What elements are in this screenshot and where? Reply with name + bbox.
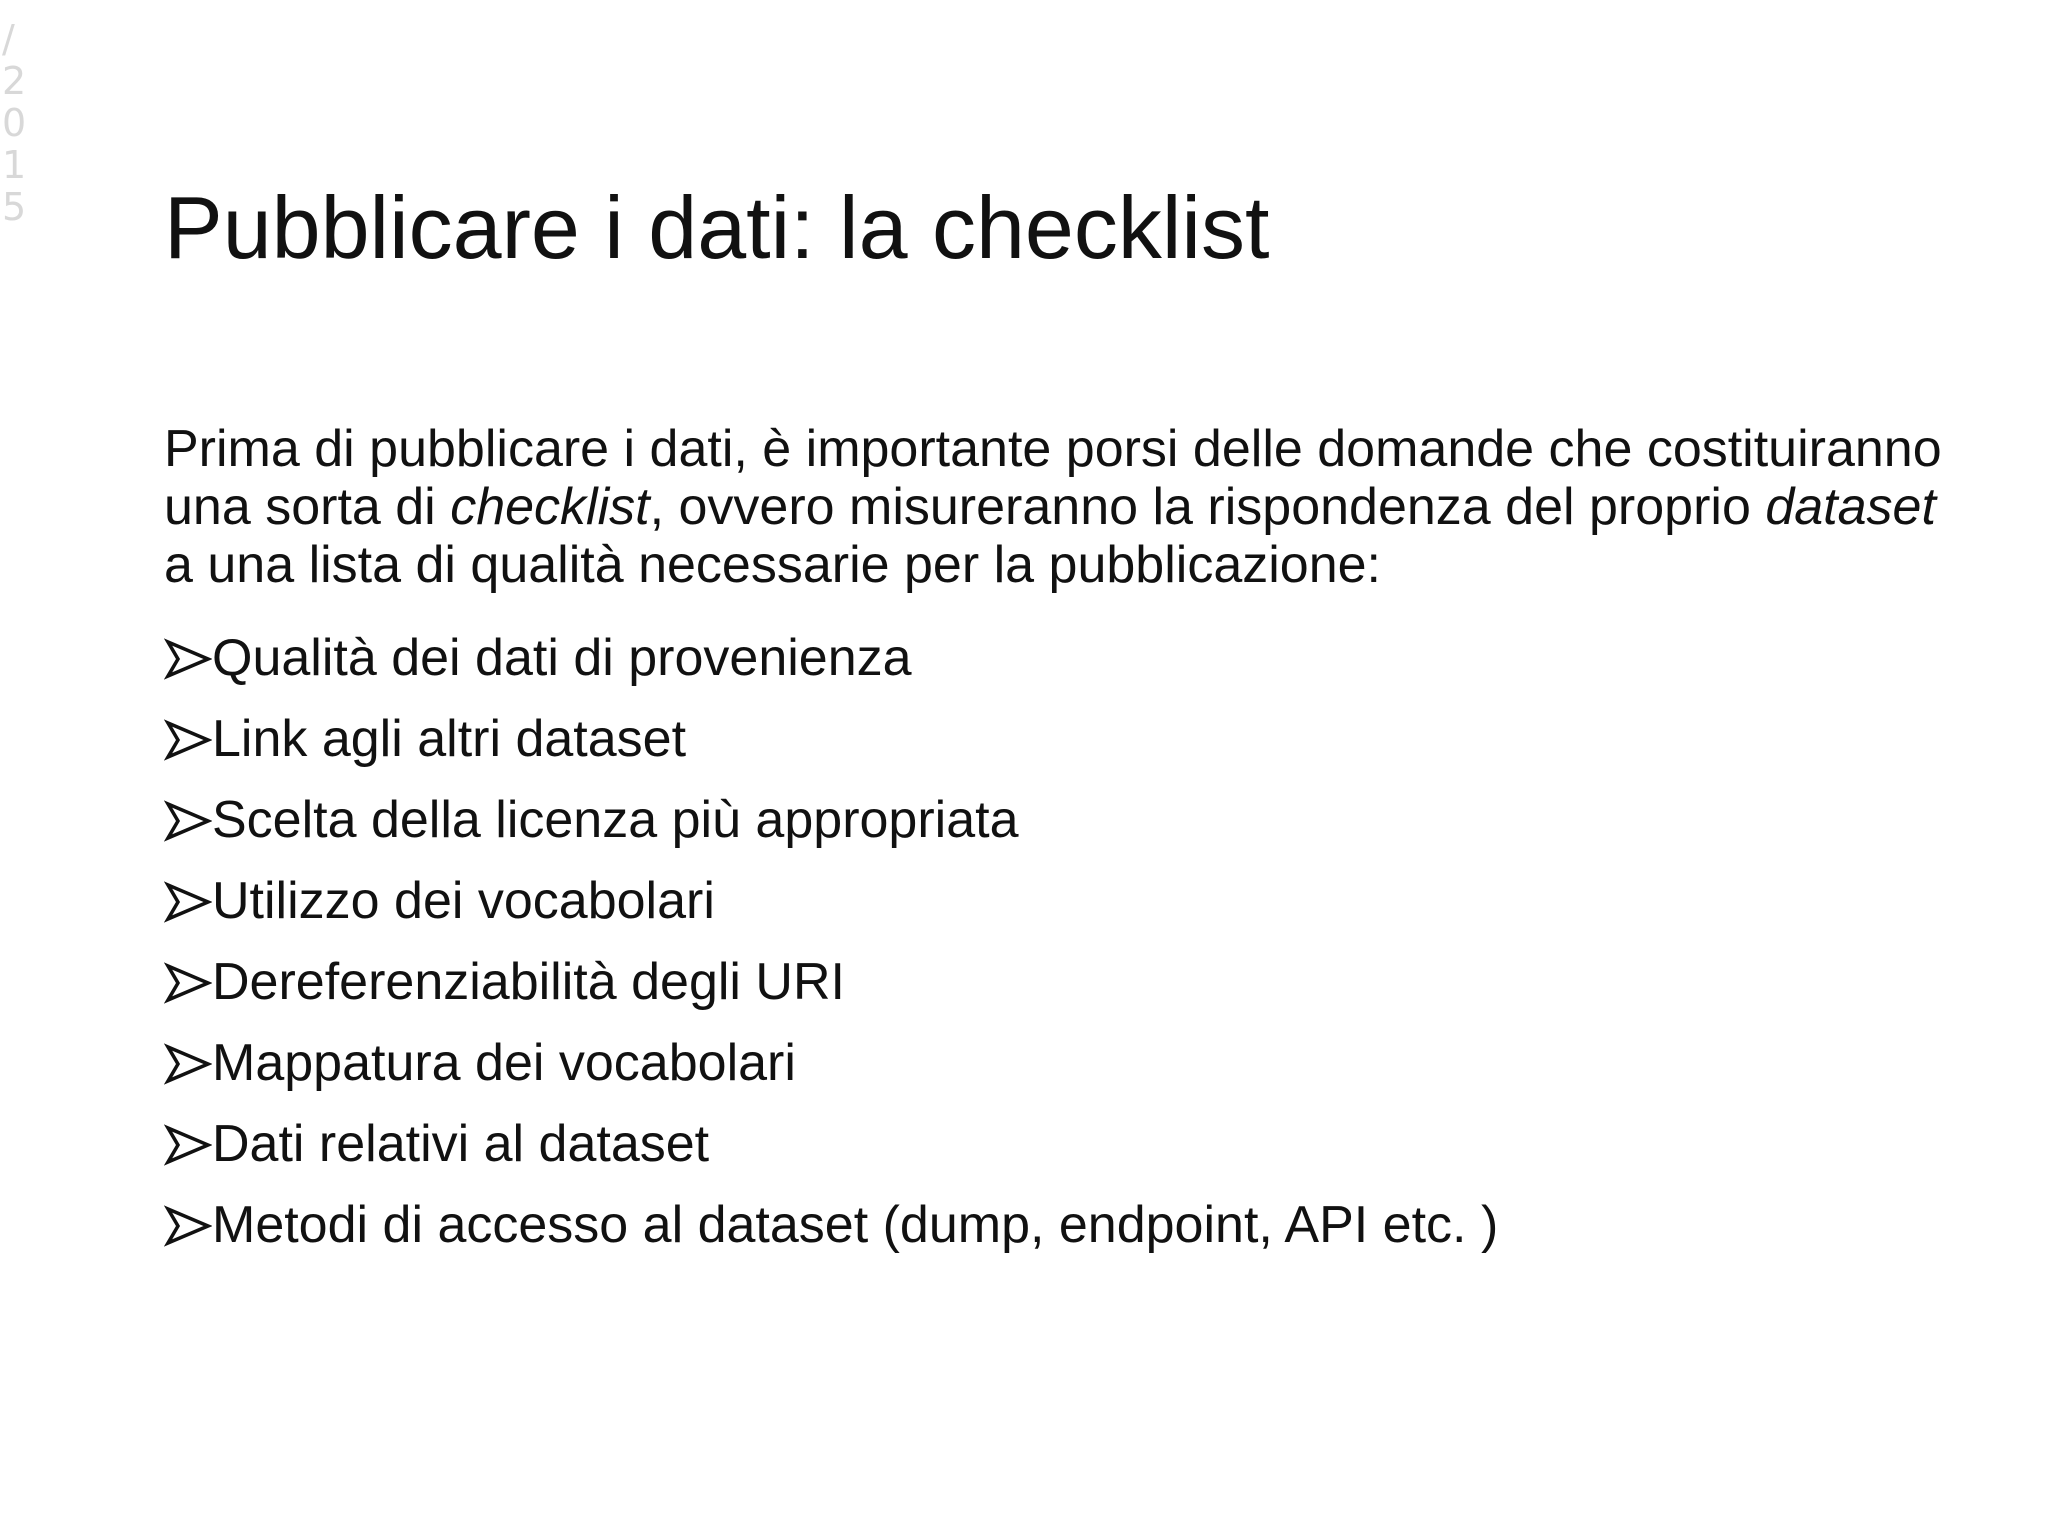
intro-emphasis-dataset: dataset xyxy=(1765,478,1936,536)
arrowhead-bullet-icon xyxy=(164,800,212,842)
intro-text-2: , ovvero misureranno la rispondenza del proprio xyxy=(649,478,1766,536)
list-item xyxy=(164,780,1964,861)
date-char: 1 xyxy=(2,143,27,187)
list-item-label: Utilizzo dei vocabolari xyxy=(212,872,715,930)
list-item-label: Dati relativi al dataset xyxy=(212,1115,710,1173)
arrowhead-bullet-icon xyxy=(164,1124,212,1166)
intro-paragraph xyxy=(164,420,1964,594)
list-item-label: Link agli altri dataset xyxy=(212,710,687,768)
list-item xyxy=(164,1185,1964,1266)
arrowhead-bullet-icon xyxy=(164,1205,212,1247)
vertical-date-watermark xyxy=(2,18,26,228)
list-item-label: Qualità dei dati di provenienza xyxy=(212,629,912,687)
date-char: 5 xyxy=(2,185,27,229)
arrowhead-bullet-icon xyxy=(164,962,212,1004)
arrowhead-bullet-icon xyxy=(164,881,212,923)
intro-text-3: a una lista di qualità necessarie per la pubblicazione: xyxy=(164,536,1381,594)
date-char: 0 xyxy=(2,101,27,145)
list-item xyxy=(164,618,1964,699)
date-char: / xyxy=(2,17,15,61)
arrowhead-bullet-icon xyxy=(164,638,212,680)
list-item xyxy=(164,861,1964,942)
list-item xyxy=(164,942,1964,1023)
intro-emphasis-checklist: checklist xyxy=(450,478,650,536)
list-item xyxy=(164,1023,1964,1104)
slide-body xyxy=(164,420,1964,1266)
intro-text-1: Prima di pubblicare i dati, è importante porsi delle domande che costituiranno una sorta di xyxy=(164,420,1942,536)
checklist xyxy=(164,618,1964,1266)
date-char: 2 xyxy=(2,59,27,103)
list-item-label: Metodi di accesso al dataset (dump, endpoint, API etc. ) xyxy=(212,1196,1499,1254)
slide-title: Pubblicare i dati: la checklist xyxy=(164,178,1270,277)
list-item-label: Scelta della licenza più appropriata xyxy=(212,791,1019,849)
list-item xyxy=(164,699,1964,780)
arrowhead-bullet-icon xyxy=(164,719,212,761)
list-item-label: Dereferenziabilità degli URI xyxy=(212,953,845,1011)
list-item-label: Mappatura dei vocabolari xyxy=(212,1034,796,1092)
arrowhead-bullet-icon xyxy=(164,1043,212,1085)
list-item xyxy=(164,1104,1964,1185)
